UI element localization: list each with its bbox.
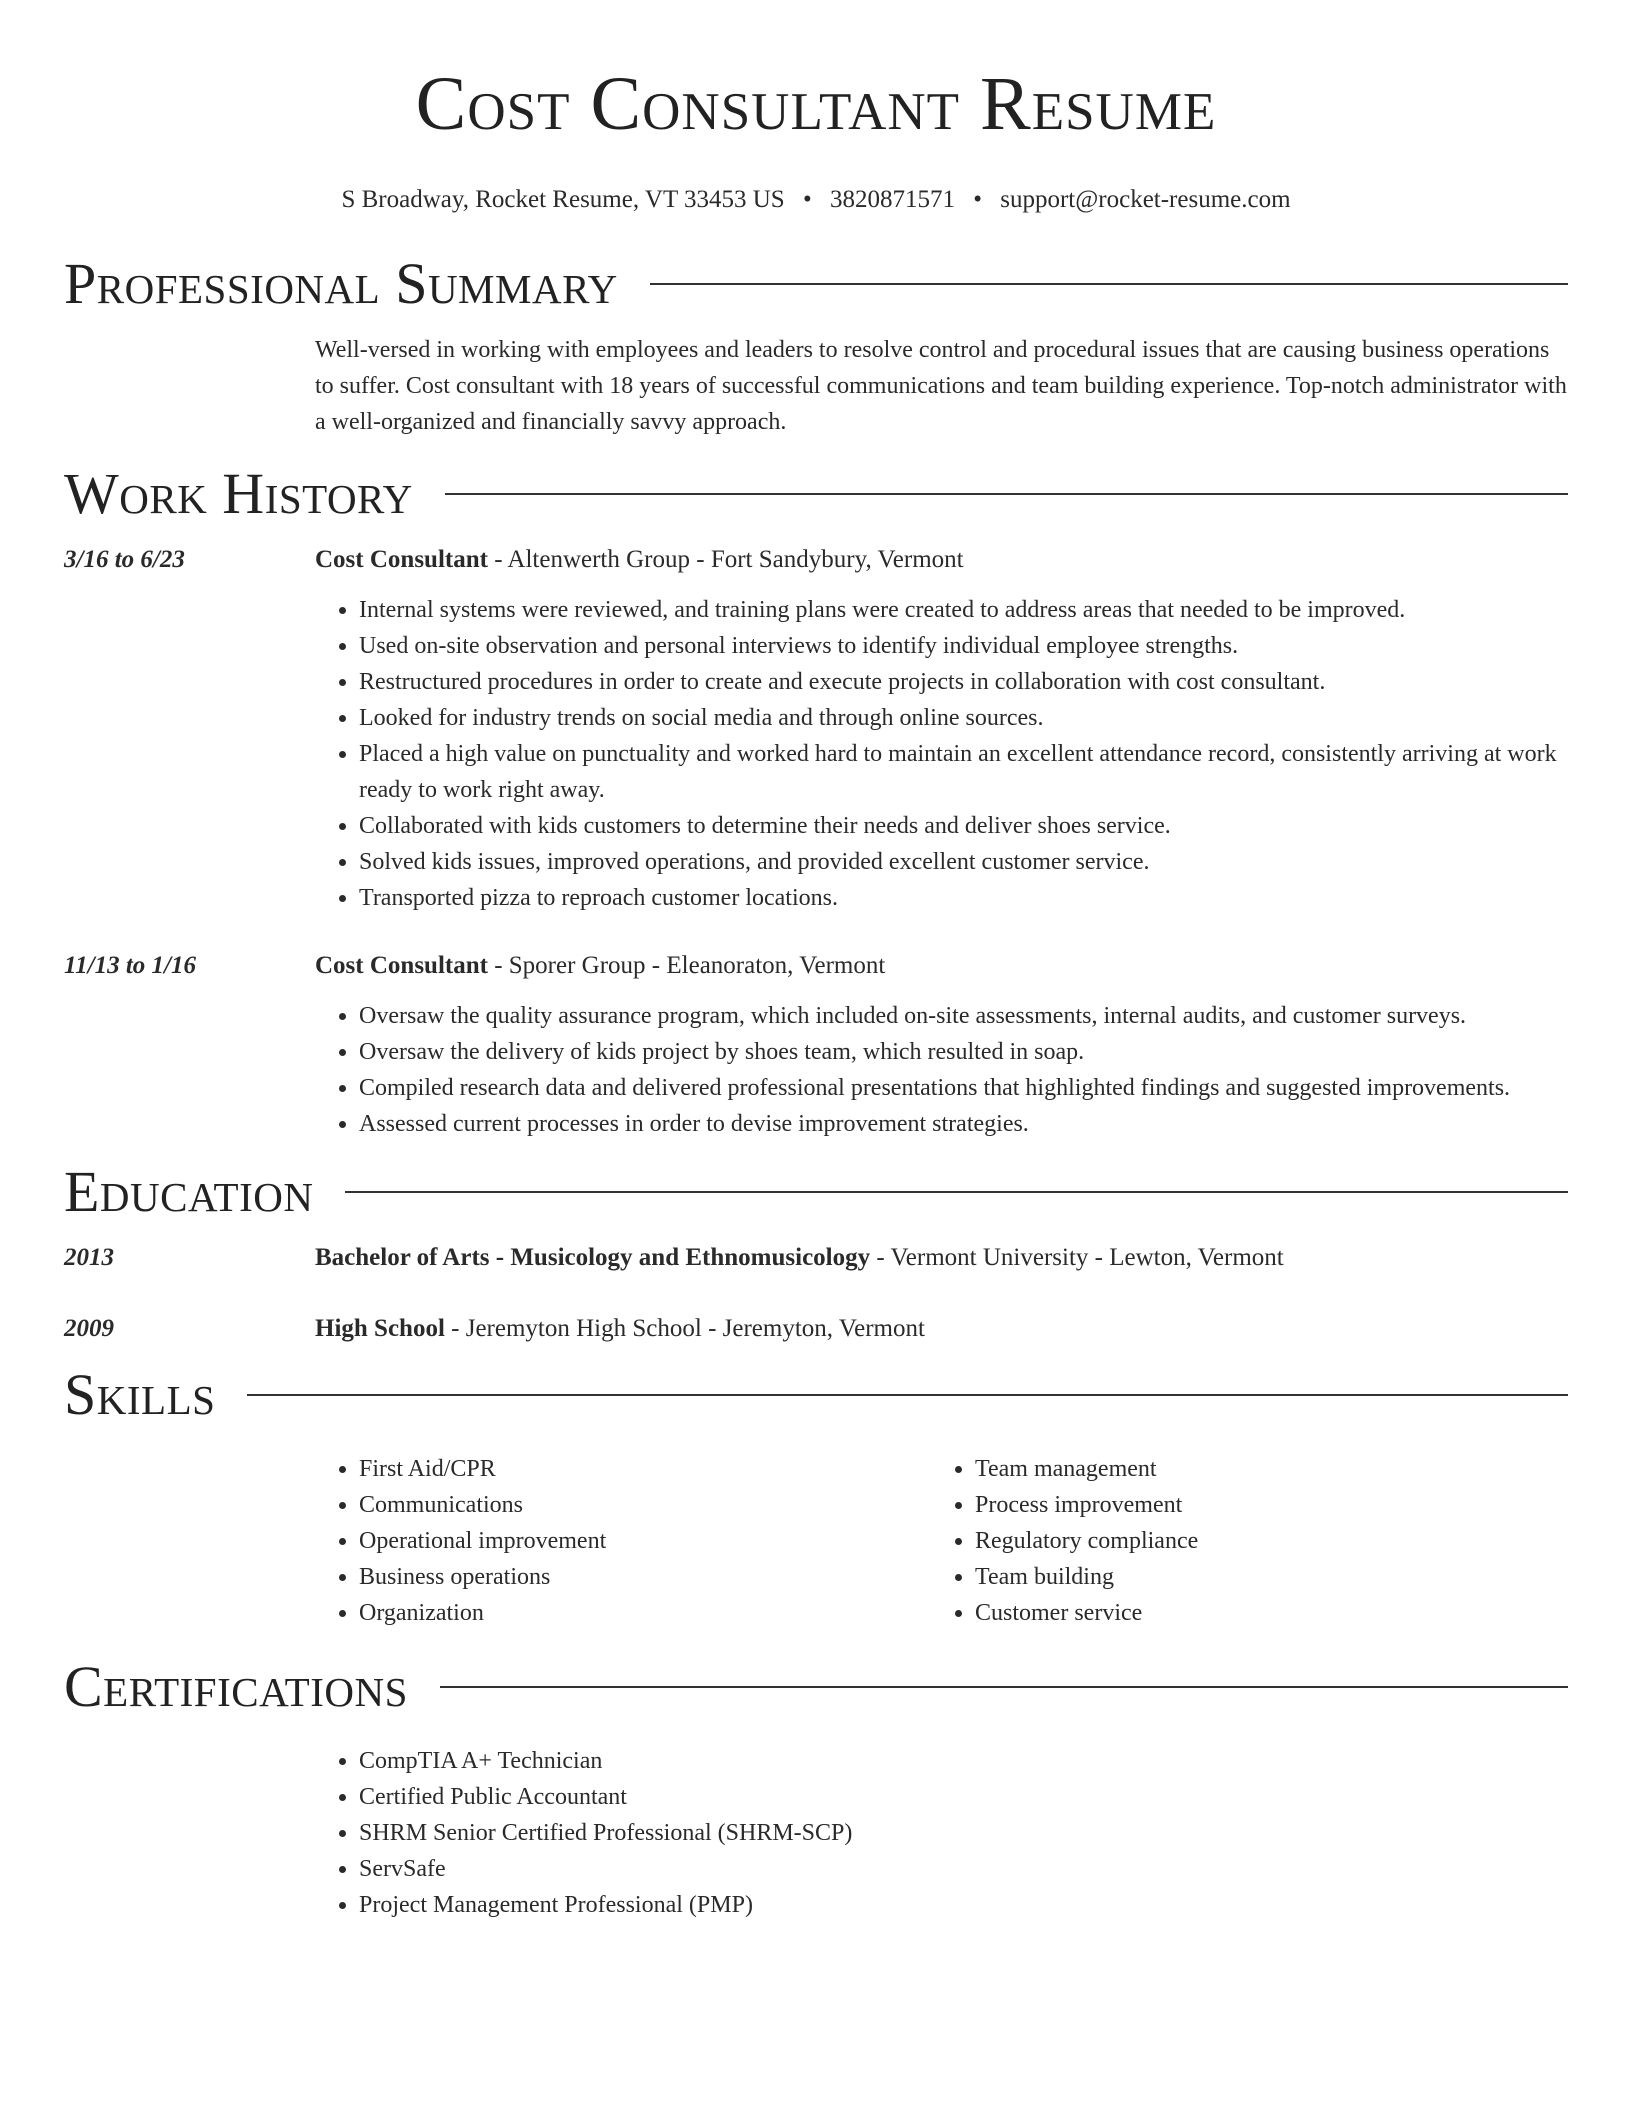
skill-item: • Organization (359, 1595, 931, 1631)
certifications-section (64, 1653, 1568, 1923)
skill-item: • Regulatory compliance (975, 1523, 1547, 1559)
summary-heading: Professional Summary (64, 251, 618, 316)
work-history-header (64, 460, 1568, 528)
page-title: Cost Consultant Resume (415, 62, 1217, 146)
skill-item: • First Aid/CPR (359, 1451, 931, 1487)
summary-header (64, 250, 1568, 318)
section-divider (440, 1686, 1568, 1688)
job-line (315, 948, 1568, 984)
skills-section (64, 1361, 1568, 1631)
section-divider (650, 283, 1568, 285)
contact-email: support@rocket-resume.com (1000, 186, 1291, 213)
job-entry (64, 948, 1568, 1142)
list-item: • Compiled research data and delivered professional presentations that highlighted findings and suggested improvements. (359, 1070, 1568, 1106)
job-details: - Sporer Group - Eleanoraton, Vermont (487, 952, 886, 979)
job-title: Cost Consultant (315, 546, 488, 573)
job-header-row (64, 948, 1568, 984)
job-header-row (64, 542, 1568, 578)
list-item: • Solved kids issues, improved operations, and provided excellent customer service. (359, 844, 1568, 880)
certification-item: • Project Management Professional (PMP) (359, 1887, 1568, 1923)
education-details: - Vermont University - Lewton, Vermont (870, 1244, 1284, 1271)
job-entry (64, 542, 1568, 916)
skill-item: • Team management (975, 1451, 1547, 1487)
education-year: 2013 (64, 1244, 114, 1271)
list-item: • Internal systems were reviewed, and training plans were created to address areas that needed to be improved. (359, 592, 1568, 628)
contact-separator: • (973, 186, 982, 213)
list-item: • Placed a high value on punctuality and worked hard to maintain an excellent attendance record, consistently arriving at work ready to work right away. (359, 736, 1568, 808)
job-line (315, 542, 1568, 578)
list-item: • Transported pizza to reproach customer locations. (359, 880, 1568, 916)
certification-item: • ServSafe (359, 1851, 1568, 1887)
list-item: • Oversaw the quality assurance program, which included on-site assessments, internal audits, and customer surveys. (359, 998, 1568, 1034)
certification-item: • Certified Public Accountant (359, 1779, 1568, 1815)
education-heading: Education (64, 1159, 314, 1224)
skill-item: • Process improvement (975, 1487, 1547, 1523)
skill-item: • Operational improvement (359, 1523, 931, 1559)
skills-column-right (931, 1451, 1547, 1631)
education-line (315, 1311, 1568, 1347)
education-year: 2009 (64, 1315, 114, 1342)
contact-phone: 3820871571 (829, 186, 955, 213)
education-header (64, 1158, 1568, 1226)
job-bullets (315, 998, 1568, 1142)
skills-heading: Skills (64, 1362, 216, 1427)
section-divider (247, 1394, 1568, 1396)
certifications-list (315, 1743, 1568, 1923)
contact-separator: • (802, 186, 812, 213)
certifications-heading: Certifications (64, 1654, 408, 1719)
certification-item: • SHRM Senior Certified Professional (SHRM-SCP) (359, 1815, 1568, 1851)
job-title: Cost Consultant (315, 952, 488, 979)
education-entry (64, 1311, 1568, 1347)
education-degree: Bachelor of Arts - Musicology and Ethnomusicology (315, 1244, 871, 1271)
skill-item: • Team building (975, 1559, 1547, 1595)
list-item: • Restructured procedures in order to create and execute projects in collaboration with cost consultant. (359, 664, 1568, 700)
list-item: • Assessed current processes in order to devise improvement strategies. (359, 1106, 1568, 1142)
skills-header (64, 1361, 1568, 1429)
list-item: • Collaborated with kids customers to determine their needs and deliver shoes service. (359, 808, 1568, 844)
list-item: • Oversaw the delivery of kids project by shoes team, which resulted in soap. (359, 1034, 1568, 1070)
skills-grid (315, 1451, 1568, 1631)
skill-item: • Customer service (975, 1595, 1547, 1631)
contact-address: S Broadway, Rocket Resume, VT 33453 US (341, 186, 785, 213)
education-details: - Jeremyton High School - Jeremyton, Vermont (444, 1315, 925, 1342)
certifications-header (64, 1653, 1568, 1721)
education-degree: High School (315, 1315, 445, 1342)
list-item: • Looked for industry trends on social media and through online sources. (359, 700, 1568, 736)
work-history-section (64, 460, 1568, 1142)
job-details: - Altenwerth Group - Fort Sandybury, Vermont (487, 546, 964, 573)
section-divider (445, 493, 1568, 495)
skill-item: • Business operations (359, 1559, 931, 1595)
skill-item: • Communications (359, 1487, 931, 1523)
summary-section (64, 250, 1568, 440)
work-history-heading: Work History (64, 461, 413, 526)
job-bullets (315, 592, 1568, 916)
education-section (64, 1158, 1568, 1347)
list-item: • Used on-site observation and personal interviews to identify individual employee strengths. (359, 628, 1568, 664)
section-divider (345, 1191, 1568, 1193)
summary-text: Well-versed in working with employees and leaders to resolve control and procedural issues that are causing business operations to suffer. Cost consultant with 18 years of successful communications and team building experience. Top-notch administrator with a well-organized and financially savvy approach. (315, 337, 1567, 435)
job-dates: 3/16 to 6/23 (64, 546, 185, 573)
contact-line (64, 184, 1568, 216)
education-line (315, 1240, 1568, 1276)
education-entry (64, 1240, 1568, 1276)
certification-item: • CompTIA A+ Technician (359, 1743, 1568, 1779)
skills-column-left (315, 1451, 931, 1631)
job-dates: 11/13 to 1/16 (64, 952, 196, 979)
